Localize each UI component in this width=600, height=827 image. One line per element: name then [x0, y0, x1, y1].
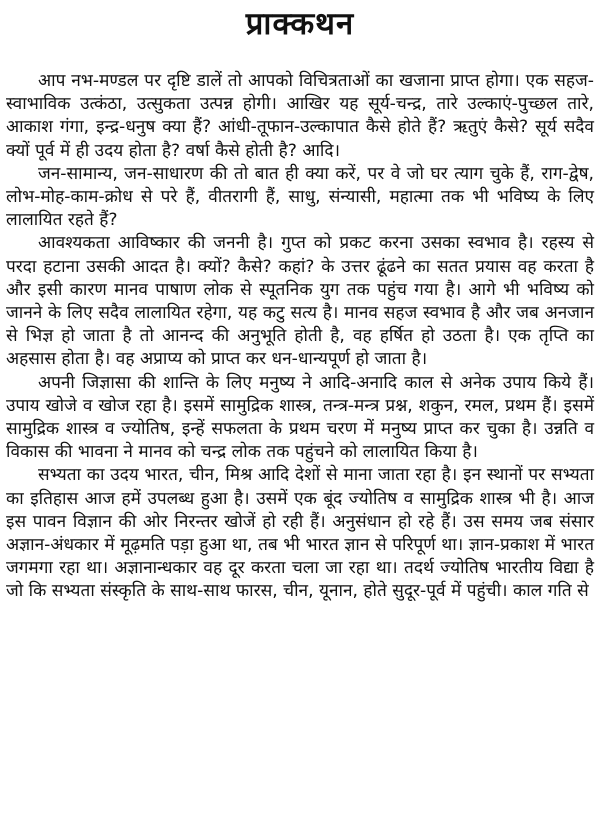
paragraph-1: आप नभ-मण्डल पर दृष्टि डालें तो आपको विचित्रताओं का खजाना प्राप्त होगा। एक सहज-स्वाभाविक उत्कंठा, उत्सुकता उत्पन्न होगी। आखिर यह सूर्य-चन्द्र, तारे उल्काएं-पुच्छल तारे, आकाश गंगा, इन्द्र-धनुष क्या हैं? आंधी-तूफान-उल्कापात कैसे होते हैं? ऋतुएं कैसे? सूर्य सदैव क्यों पूर्व में ही उदय होता है? वर्षा कैसे होती है? आदि। [6, 71, 594, 161]
paragraph-5: सभ्यता का उदय भारत, चीन, मिश्र आदि देशों से माना जाता रहा है। इन स्थानों पर सभ्यता का इतिहास आज हमें उपलब्ध हुआ है। उसमें एक बूंद ज्योतिष व सामुद्रिक शास्त्र भी है। आज इस पावन विज्ञान की ओर निरन्तर खोजें हो रही हैं। अनुसंधान हो रहे हैं। उस समय जब संसार अज्ञान-अंधकार में मूढ़मति पड़ा हुआ था, तब भी भारत ज्ञान से परिपूर्ण था। ज्ञान-प्रकाश में भारत जगमगा रहा था। अज्ञानान्धकार वह दूर करता चला जा रहा था। तदर्थ ज्योतिष भारतीय विद्या है जो कि सभ्यता संस्कृति के साथ-साथ फारस, चीन, यूनान, होते सुदूर-पूर्व में पहुंची। काल गति से [6, 465, 594, 602]
paragraph-4: अपनी जिज्ञासा की शान्ति के लिए मनुष्य ने आदि-अनादि काल से अनेक उपाय किये हैं। उपाय खोजे व खोज रहा है। इसमें सामुद्रिक शास्त्र, तन्त्र-मन्त्र प्रश्न, शकुन, रमल, प्रथम हैं। इसमें सामुद्रिक शास्त्र व ज्योतिष, इन्हें सफलता के प्रथम चरण में मनुष्य प्राप्त कर चुका है। उन्नति व विकास की भावना ने मानव को चन्द्र लोक तक पहुंचने को लालायित किया है। [6, 372, 594, 463]
page-title: प्राक्कथन [245, 6, 355, 42]
paragraph-3: आवश्यकता आविष्कार की जननी है। गुप्त को प्रकट करना उसका स्वभाव है। रहस्य से परदा हटाना उसकी आदत है। क्यों? कैसे? कहां? के उत्तर ढूंढने का सतत प्रयास वह करता है और इसी कारण मानव पाषाण लोक से स्पूतनिक युग तक पहुंच गया है। आगे भी भविष्य को जानने के लिए सदैव लालायित रहेगा, यह कटु सत्य है। मानव सहज स्वभाव है और जब अनजान से भिज्ञ हो जाता है तो आनन्द की अनुभूति होती है, वह हर्षित हो उठता है। एक तृप्ति का अहसास होता है। वह अप्राप्य को प्राप्त कर धन-धान्यपूर्ण हो जाता है। [6, 233, 594, 370]
paragraph-2: जन-सामान्य, जन-साधारण की तो बात ही क्या करें, पर वे जो घर त्याग चुके हैं, राग-द्वेष, लोभ-मोह-काम-क्रोध से परे हैं, वीतरागी हैं, साधु, संन्यासी, महात्मा तक भी भविष्य के लिए लालायित रहते हैं? [6, 163, 594, 231]
